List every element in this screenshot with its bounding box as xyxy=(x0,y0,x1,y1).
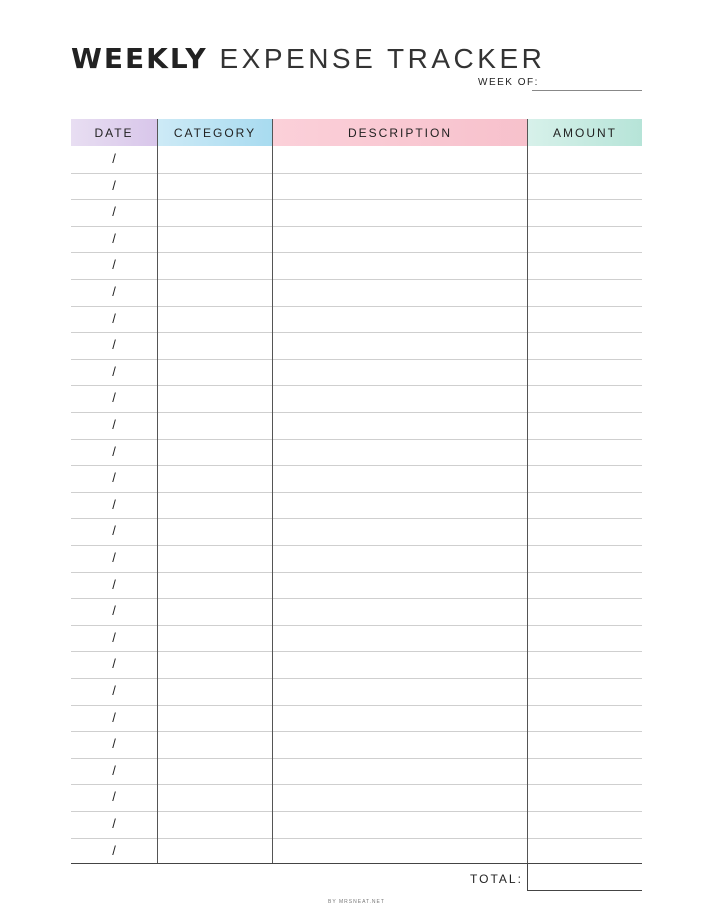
date-separator: / xyxy=(112,177,116,193)
title-bold: WEEKLY xyxy=(71,42,208,75)
column-divider xyxy=(272,119,273,863)
column-header-amount: AMOUNT xyxy=(528,119,642,146)
date-separator: / xyxy=(112,842,116,858)
date-separator: / xyxy=(112,257,116,273)
date-separator: / xyxy=(112,443,116,459)
date-separator: / xyxy=(112,550,116,565)
date-separator: / xyxy=(112,204,116,220)
date-separator: / xyxy=(112,523,116,539)
week-of-field[interactable] xyxy=(532,90,642,91)
total-field[interactable] xyxy=(527,863,642,891)
date-separator: / xyxy=(112,683,116,698)
column-divider xyxy=(157,119,158,863)
date-separator: / xyxy=(112,310,116,326)
column-header-category: CATEGORY xyxy=(158,119,272,146)
title-light: EXPENSE TRACKER xyxy=(219,43,546,74)
total-label: TOTAL: xyxy=(470,872,523,886)
date-separator: / xyxy=(112,736,116,752)
date-separator: / xyxy=(112,284,116,299)
date-separator: / xyxy=(112,151,116,166)
date-separator: / xyxy=(112,789,116,805)
date-separator: / xyxy=(112,816,116,831)
date-separator: / xyxy=(112,230,116,246)
date-separator: / xyxy=(112,709,116,725)
date-separator: / xyxy=(112,363,116,379)
date-separator: / xyxy=(112,390,116,406)
date-separator: / xyxy=(112,417,116,432)
page-title xyxy=(71,42,545,75)
date-separator: / xyxy=(112,470,116,486)
date-separator: / xyxy=(112,603,116,619)
date-separator: / xyxy=(112,496,116,512)
week-of-label: WEEK OF: xyxy=(478,77,539,88)
date-separator: / xyxy=(112,629,116,645)
date-separator: / xyxy=(112,337,116,353)
column-header-description: DESCRIPTION xyxy=(273,119,527,146)
column-header-date: DATE xyxy=(71,119,157,146)
date-separator: / xyxy=(112,762,116,778)
footer-credit: BY MRSNEAT.NET xyxy=(328,899,385,905)
date-separator: / xyxy=(112,576,116,592)
column-divider xyxy=(527,119,528,863)
date-separator: / xyxy=(112,656,116,672)
